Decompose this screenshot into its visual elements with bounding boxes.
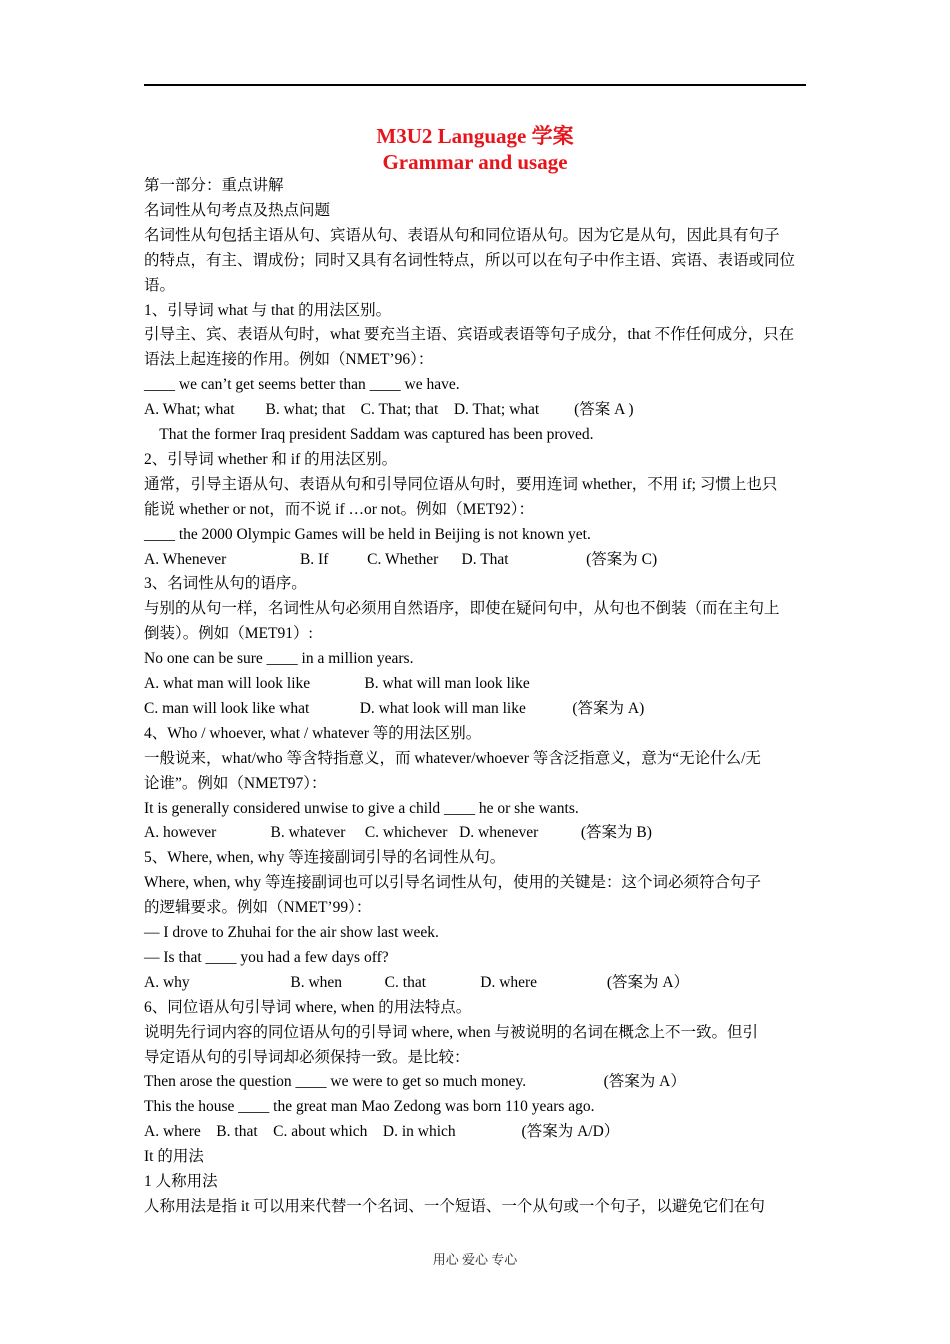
text-line: No one can be sure ____ in a million years. (144, 650, 414, 668)
text-line: It 的用法 (144, 1148, 204, 1166)
text-line: ____ the 2000 Olympic Games will be held in Beijing is not known yet. (144, 525, 591, 543)
text-line: A. What; what B. what; that C. That; that D. That; what (答案 A ) (144, 401, 634, 419)
text-line: 导定语从句的引导词却必须保持一致。是比较： (144, 1048, 470, 1066)
text-line: — Is that ____ you had a few days off? (144, 948, 389, 966)
text-line: A. where B. that C. about which D. in which (答案为 A/D） (144, 1123, 620, 1141)
text-line: 名词性从句包括主语从句、宾语从句、表语从句和同位语从句。因为它是从句，因此具有句子 (144, 226, 780, 244)
text-line: 5、Where, when, why 等连接副词引导的名词性从句。 (144, 849, 506, 867)
text-line: A. Whenever B. If C. Whether D. That (答案为 C) (144, 550, 658, 568)
text-line: 3、名词性从句的语序。 (144, 575, 307, 593)
text-line: 6、同位语从句引导词 where, when 的用法特点。 (144, 998, 472, 1016)
text-line: It is generally considered unwise to give a child ____ he or she wants. (144, 799, 579, 817)
text-line: 名词性从句考点及热点问题 (144, 201, 331, 219)
text-line: 的特点，有主、谓成份；同时又具有名词性特点，所以可以在句子中作主语、宾语、表语或同位 (144, 251, 796, 269)
text-line: Where, when, why 等连接副词也可以引导名词性从句，使用的关键是：这个词必须符合句子 (144, 874, 761, 892)
page-footer: 用心 爱心 专心 (432, 1252, 518, 1267)
text-line: 与别的从句一样，名词性从句必须用自然语序，即使在疑问句中，从句也不倒装（而在主句上 (144, 600, 780, 618)
text-line: 说明先行词内容的同位语从句的引导词 where, when 与被说明的名词在概念上不一致。但引 (144, 1023, 758, 1041)
text-line: 通常，引导主语从句、表语从句和引导同位语从句时，要用连词 whether，不用 if; 习惯上也只 (144, 475, 778, 493)
text-line: 倒装）。例如（MET91）: (144, 625, 313, 643)
text-line: — I drove to Zhuhai for the air show last week. (144, 924, 439, 941)
text-line: 1、引导词 what 与 that 的用法区别。 (144, 301, 392, 319)
text-line: 语法上起连接的作用。例如（NMET’96）： (144, 351, 434, 369)
text-line: A. what man will look like B. what will man look like (144, 675, 530, 692)
text-line: C. man will look like what D. what look will man like (答案为 A) (144, 699, 645, 717)
text-line: 的逻辑要求。例如（NMET’99）： (144, 899, 372, 917)
page-subtitle: Grammar and usage (382, 150, 568, 174)
page-title: M3U2 Language 学案 (376, 124, 574, 148)
text-line: 人称用法是指 it 可以用来代替一个名词、一个短语、一个从句或一个句子，以避免它们在句 (144, 1197, 765, 1215)
text-line: A. why B. when C. that D. where (答案为 A） (144, 973, 690, 991)
text-line: That the former Iraq president Saddam was captured has been proved. (144, 426, 594, 443)
text-line: 2、引导词 whether 和 if 的用法区别。 (144, 450, 398, 468)
text-line: 1 人称用法 (144, 1173, 218, 1190)
header-rule (144, 84, 806, 86)
text-line: 第一部分：重点讲解 (144, 177, 284, 194)
text-line: 引导主、宾、表语从句时，what 要充当主语、宾语或表语等句子成分，that 不作任何成分，只在 (144, 326, 795, 344)
text-line: A. however B. whatever C. whichever D. whenever (答案为 B) (144, 824, 652, 842)
text-line: 一般说来，what/who 等含特指意义，而 whatever/whoever 等含泛指意义，意为“无论什么/无 (144, 749, 761, 767)
text-line: ____ we can’t get seems better than ____ we have. (144, 376, 460, 394)
text-line: Then arose the question ____ we were to get so much money. (答案为 A） (144, 1073, 686, 1091)
text-line: This the house ____ the great man Mao Zedong was born 110 years ago. (144, 1098, 595, 1116)
text-line: 语。 (144, 276, 176, 294)
text-line: 能说 whether or not，而不说 if …or not。例如（MET92）： (144, 500, 535, 518)
text-line: 论谁”。例如（NMET97）： (144, 774, 327, 792)
text-line: 4、Who / whoever, what / whatever 等的用法区别。 (144, 724, 482, 742)
